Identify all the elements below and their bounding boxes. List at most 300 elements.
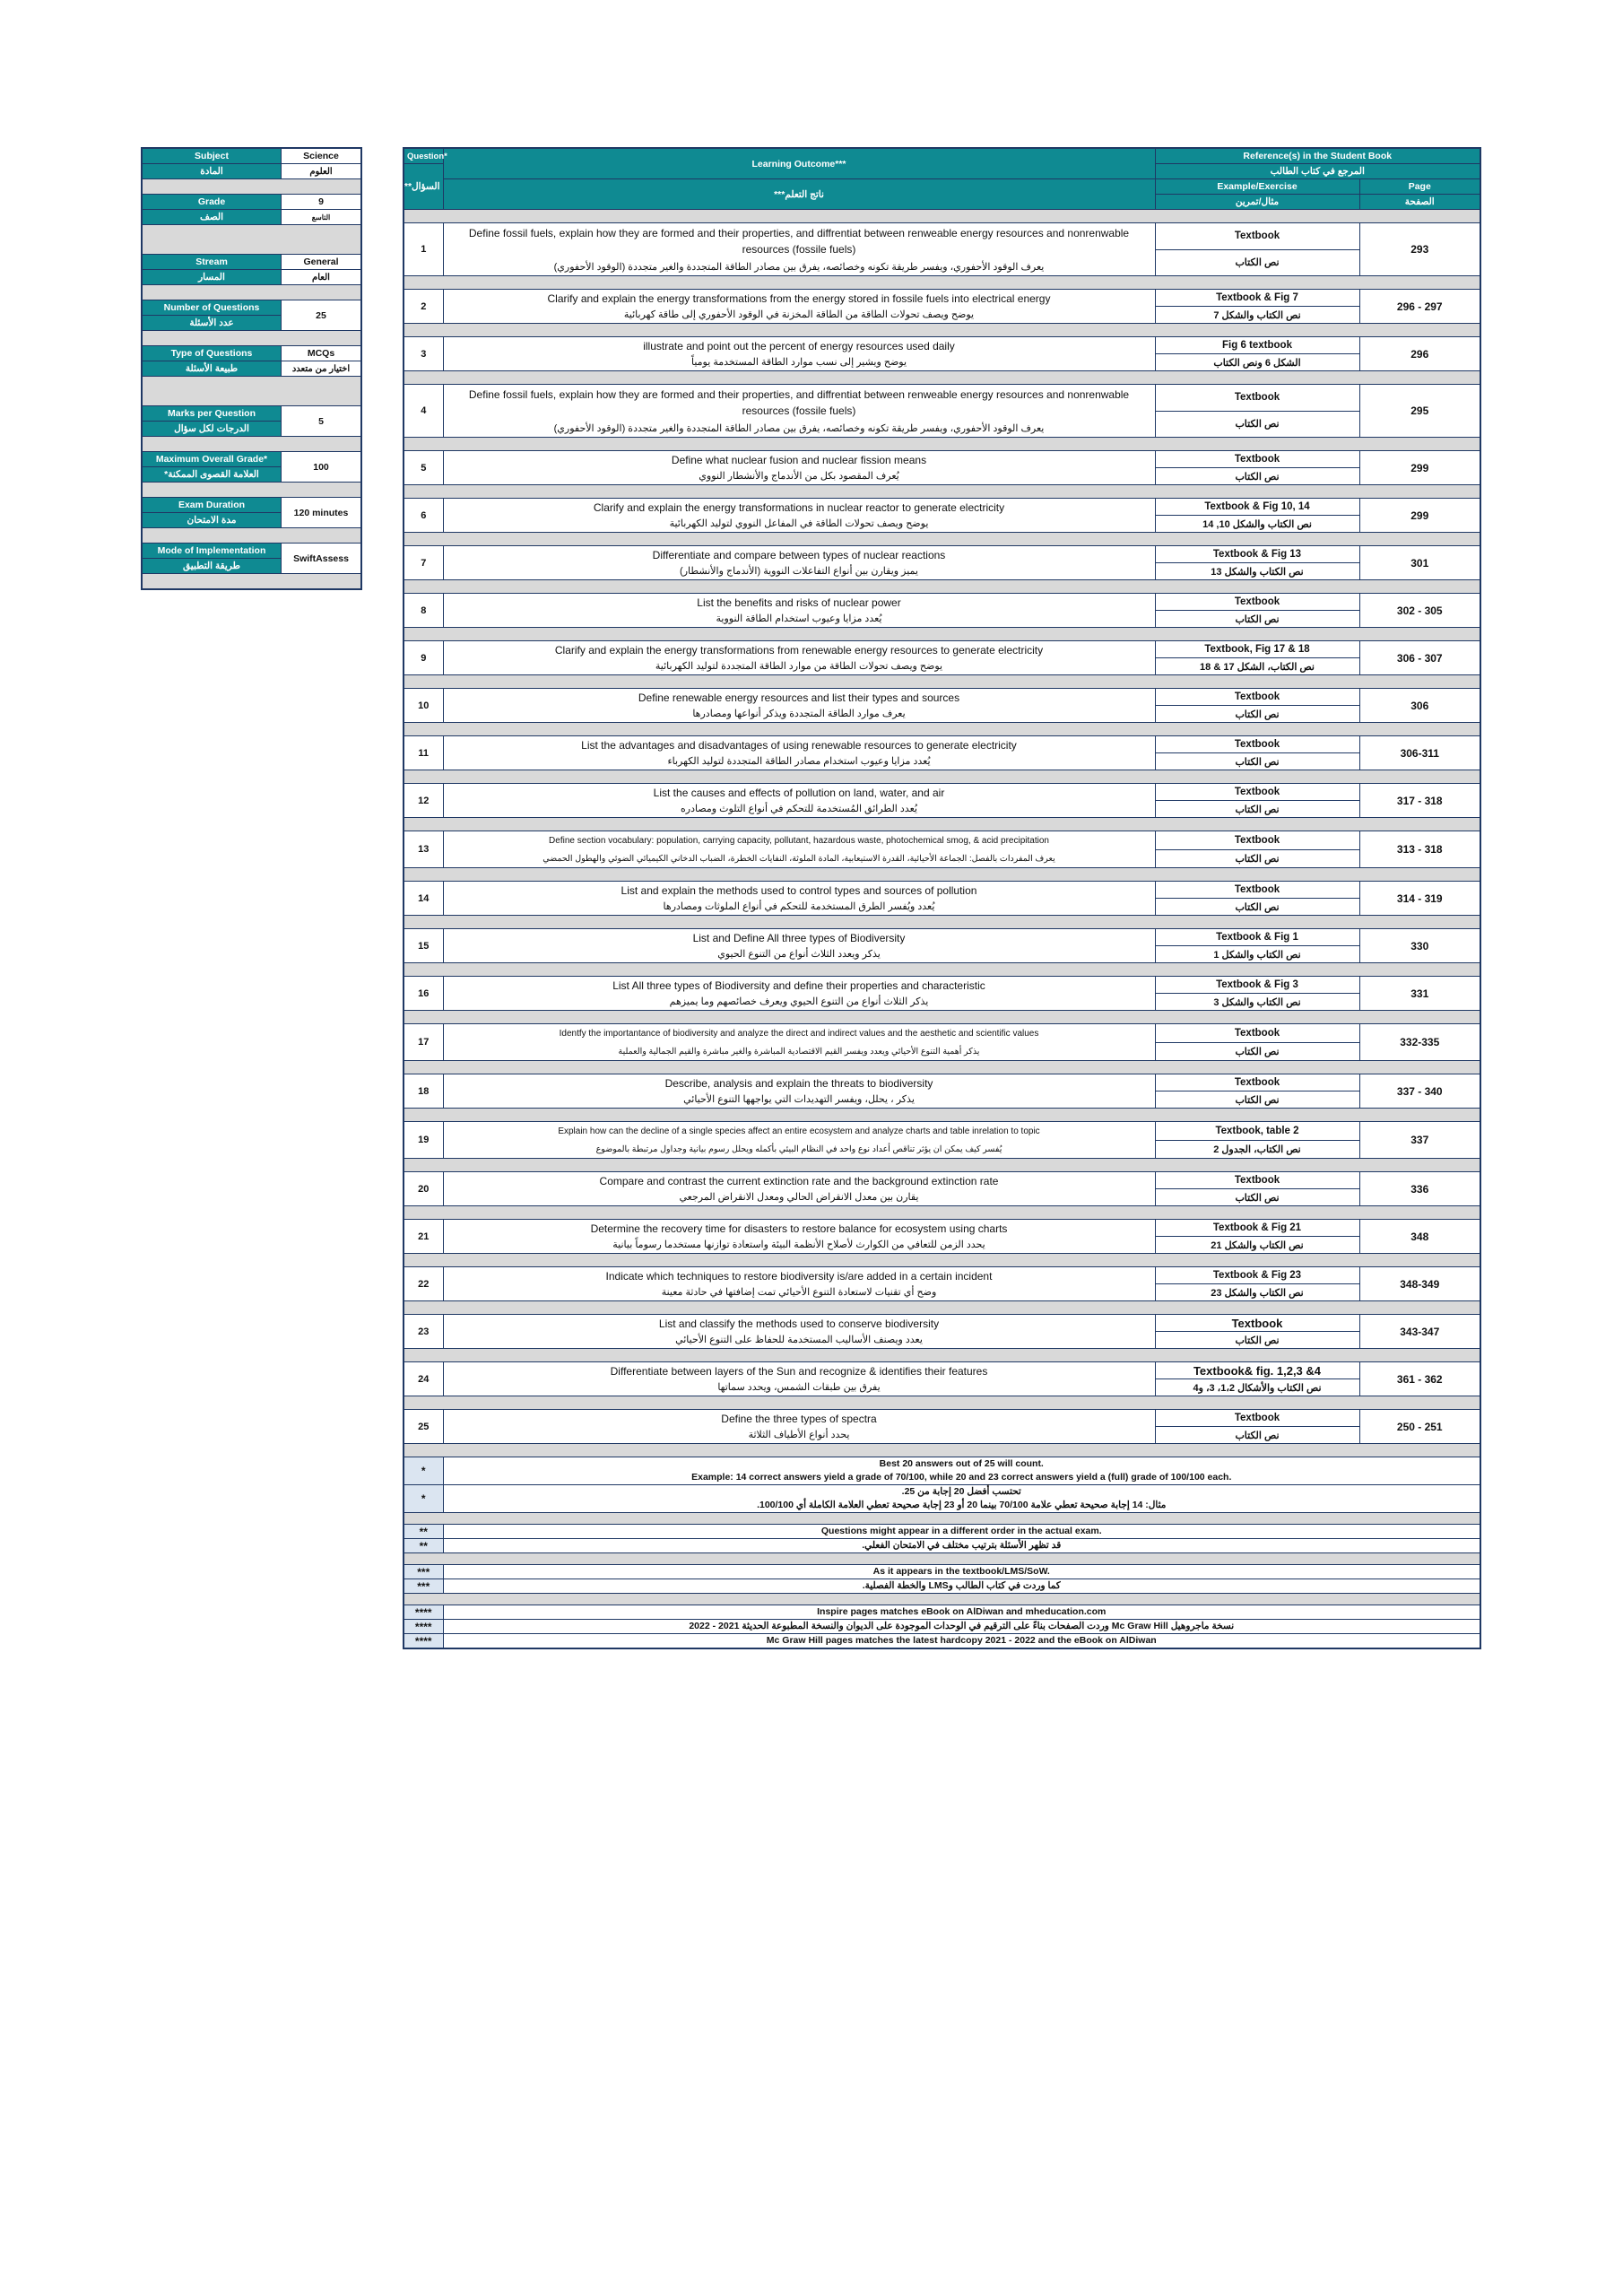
info-spacer xyxy=(142,331,361,346)
reference-example-ar: نص الكتاب، الشكل 17 & 18 xyxy=(1155,658,1359,675)
info-spacer xyxy=(142,437,361,452)
info-value-ar: التاسع xyxy=(282,210,362,225)
reference-page: 299 xyxy=(1359,499,1480,533)
learning-outcome xyxy=(443,385,1155,438)
reference-example-ar: نص الكتاب xyxy=(1155,611,1359,628)
row-spacer-cell xyxy=(404,1301,1480,1315)
row-spacer xyxy=(404,438,1480,451)
learning-outcome xyxy=(443,882,1155,916)
reference-page: 299 xyxy=(1359,451,1480,485)
info-label-ar: المسار xyxy=(142,270,282,285)
learning-outcome-ar: يذكر الثلاث أنواع من التنوع الحيوي ويعرف خصائصهم وما يميزهم xyxy=(669,996,929,1007)
question-number: 1 xyxy=(404,223,443,276)
reference-page: 317 - 318 xyxy=(1359,784,1480,818)
question-number: 25 xyxy=(404,1410,443,1444)
reference-example: Textbook xyxy=(1155,1410,1359,1427)
reference-example: Textbook & Fig 21 xyxy=(1155,1220,1359,1237)
info-label: Grade xyxy=(142,195,282,210)
row-spacer xyxy=(404,675,1480,689)
learning-outcome-en: List the benefits and risks of nuclear power xyxy=(697,596,901,609)
row-spacer-cell xyxy=(404,916,1480,929)
reference-page: 331 xyxy=(1359,977,1480,1011)
question-number: 13 xyxy=(404,831,443,868)
question-number: 9 xyxy=(404,641,443,675)
learning-outcome-ar: يُعدد ويُفسر الطرق المستخدمة للتحكم في أنواع الملوثات ومصادرها xyxy=(663,900,935,912)
learning-outcome-en: Indicate which techniques to restore biodiversity is/are added in a certain incident xyxy=(605,1269,993,1283)
question-number: 21 xyxy=(404,1220,443,1254)
header-learning-outcome: Learning Outcome*** xyxy=(443,148,1155,179)
question-number: 5 xyxy=(404,451,443,485)
outcome-row xyxy=(404,977,1480,994)
header-row-3 xyxy=(404,179,1480,195)
learning-outcome-en: Explain how can the decline of a single species affect an entire ecosystem and analyze charts and table inrelation to topic xyxy=(558,1126,1040,1136)
note-row xyxy=(404,1620,1480,1634)
outcome-row xyxy=(404,594,1480,611)
outcome-row xyxy=(404,451,1480,468)
reference-example-ar: نص الكتاب والشكل 13 xyxy=(1155,563,1359,580)
reference-example: Textbook& fig. 1,2,3 &4 xyxy=(1155,1362,1359,1379)
outcome-row xyxy=(404,1074,1480,1091)
info-row-mode xyxy=(142,544,361,559)
info-label-ar: المادة xyxy=(142,164,282,179)
info-spacer xyxy=(142,179,361,195)
row-spacer-cell xyxy=(404,371,1480,385)
learning-outcome xyxy=(443,736,1155,770)
learning-outcome-en: Define fossil fuels, explain how they are formed and their properties, and diffrentiat between renweable energy resources and nonrenwable resources (fossile fuels) xyxy=(468,227,1130,256)
learning-outcome xyxy=(443,689,1155,723)
outcome-row xyxy=(404,1410,1480,1427)
row-spacer-cell xyxy=(404,963,1480,977)
learning-outcome xyxy=(443,223,1155,276)
reference-example-ar: نص الكتاب xyxy=(1155,1042,1359,1061)
row-spacer-cell xyxy=(404,818,1480,831)
reference-page: 306 xyxy=(1359,689,1480,723)
reference-example: Textbook xyxy=(1155,736,1359,753)
info-spacer-cell xyxy=(142,574,361,590)
learning-outcome-ar: يحدد أنواع الأطياف الثلاثة xyxy=(748,1429,850,1440)
learning-outcome xyxy=(443,1122,1155,1159)
learning-outcome-en: List and explain the methods used to control types and sources of pollution xyxy=(621,883,977,897)
question-number: 17 xyxy=(404,1024,443,1061)
learning-outcome xyxy=(443,641,1155,675)
row-spacer xyxy=(404,580,1480,594)
outcome-row xyxy=(404,689,1480,706)
learning-outcome-en: List and Define All three types of Biodiversity xyxy=(692,931,906,944)
note-line: Example: 14 correct answers yield a grade of 70/100, while 20 and 23 correct answers yield a (full) grade of 100/100 each. xyxy=(691,1472,1232,1483)
note-marker: **** xyxy=(404,1605,443,1620)
reference-example-ar: نص الكتاب xyxy=(1155,1332,1359,1349)
learning-outcome-ar: يعدد ويصنف الأساليب المستخدمة للحفاظ على التنوع الأحيائي xyxy=(675,1334,923,1345)
question-number: 19 xyxy=(404,1122,443,1159)
outcome-row xyxy=(404,290,1480,307)
learning-outcome-ar: يُعدد مزايا وعيوب استخدام مصادر الطاقة المتجددة لتوليد الكهرباء xyxy=(667,755,931,767)
info-label-ar: الصف xyxy=(142,210,282,225)
row-spacer xyxy=(404,371,1480,385)
learning-outcome-ar: يذكر أهمية التنوع الأحيائي ويعدد ويفسر القيم الاقتصادية المباشرة والغير مباشرة والقيم الجمالية والعملية xyxy=(618,1047,980,1057)
question-number: 24 xyxy=(404,1362,443,1396)
question-number: 20 xyxy=(404,1172,443,1206)
reference-example-ar: نص الكتاب xyxy=(1155,801,1359,818)
info-spacer-cell xyxy=(142,483,361,498)
reference-example-ar: نص الكتاب والشكل 23 xyxy=(1155,1284,1359,1301)
learning-outcome xyxy=(443,1220,1155,1254)
note-spacer xyxy=(404,1594,1480,1605)
note-row xyxy=(404,1539,1480,1553)
question-number: 15 xyxy=(404,929,443,963)
note-row xyxy=(404,1634,1480,1649)
learning-outcome xyxy=(443,1267,1155,1301)
reference-example: Textbook, Fig 17 & 18 xyxy=(1155,641,1359,658)
reference-page: 296 xyxy=(1359,337,1480,371)
info-value: 120 minutes xyxy=(282,498,362,528)
row-spacer xyxy=(404,628,1480,641)
learning-outcome-ar: يذكر ويعدد الثلاث أنواع من التنوع الحيوي xyxy=(717,948,881,960)
info-label: Maximum Overall Grade* xyxy=(142,452,282,467)
reference-example-ar: نص الكتاب، الجدول 2 xyxy=(1155,1140,1359,1159)
learning-outcome-en: Define the three types of spectra xyxy=(721,1412,877,1425)
note-line: Best 20 answers out of 25 will count. xyxy=(879,1458,1044,1469)
row-spacer xyxy=(404,324,1480,337)
question-number: 23 xyxy=(404,1315,443,1349)
learning-outcome-ar: وضح أي تقنيات لاستعادة التنوع الأحيائي تمت إضافتها في حادثة معينة xyxy=(661,1286,937,1298)
note-text xyxy=(443,1525,1480,1539)
note-spacer xyxy=(404,1513,1480,1525)
info-row-grade xyxy=(142,195,361,210)
learning-outcome-ar: يوضح ويصف تحولات الطاقة من موارد الطاقة المتجددة لتوليد الكهربائية xyxy=(655,660,943,672)
note-row xyxy=(404,1605,1480,1620)
row-spacer xyxy=(404,1011,1480,1024)
reference-example: Textbook xyxy=(1155,451,1359,468)
row-spacer xyxy=(404,1396,1480,1410)
reference-example: Fig 6 textbook xyxy=(1155,337,1359,354)
row-spacer-cell xyxy=(404,1061,1480,1074)
info-value-ar: اختيار من متعدد xyxy=(282,361,362,377)
learning-outcome-ar: يذكر ، يحلل، ويفسر التهديدات التي يواجهها التنوع الأحيائي xyxy=(683,1093,915,1105)
info-spacer xyxy=(142,377,361,406)
learning-outcome-en: List All three types of Biodiversity and define their properties and characteristic xyxy=(612,978,985,992)
outcome-row xyxy=(404,784,1480,801)
outcome-row xyxy=(404,1315,1480,1332)
reference-page: 313 - 318 xyxy=(1359,831,1480,868)
reference-example-ar: نص الكتاب والشكل 1 xyxy=(1155,946,1359,963)
info-value: 25 xyxy=(282,300,362,331)
row-spacer xyxy=(404,723,1480,736)
info-value: 9 xyxy=(282,195,362,210)
info-row-subject xyxy=(142,148,361,164)
reference-page: 336 xyxy=(1359,1172,1480,1206)
learning-outcome-en: Define fossil fuels, explain how they are formed and their properties, and diffrentiat between renweable energy resources and nonrenwable resources (fossile fuels) xyxy=(468,388,1130,417)
info-spacer-cell xyxy=(142,437,361,452)
info-label: Mode of Implementation xyxy=(142,544,282,559)
reference-example: Textbook, table 2 xyxy=(1155,1122,1359,1141)
reference-example: Textbook xyxy=(1155,689,1359,706)
row-spacer-cell xyxy=(404,1206,1480,1220)
info-spacer-cell xyxy=(142,179,361,195)
learning-outcome-ar: يعرف الوقود الأحفوري، ويفسر طريقة تكونه وخصائصه، يفرق بين مصادر الطاقة المتجددة والغير متجددة (الوقود الأحفوري) xyxy=(553,423,1045,434)
reference-example-ar: نص الكتاب xyxy=(1155,753,1359,770)
outcome-row xyxy=(404,736,1480,753)
row-spacer xyxy=(404,916,1480,929)
info-spacer xyxy=(142,483,361,498)
reference-page: 296 - 297 xyxy=(1359,290,1480,324)
note-marker: *** xyxy=(404,1565,443,1579)
reference-page: 314 - 319 xyxy=(1359,882,1480,916)
info-label-ar: طريقة التطبيق xyxy=(142,559,282,574)
row-spacer xyxy=(404,1061,1480,1074)
reference-example-ar: نص الكتاب والشكل 3 xyxy=(1155,994,1359,1011)
info-row-marks-per-question xyxy=(142,406,361,422)
reference-page: 343-347 xyxy=(1359,1315,1480,1349)
question-number: 3 xyxy=(404,337,443,371)
info-spacer xyxy=(142,528,361,544)
learning-outcome-ar: يُفسر كيف يمكن ان يؤثر تناقص أعداد نوع واحد في النظام البيئي بأكمله ويحلل رسوم بيانية وجداول مرتبطة بالموضوع xyxy=(595,1144,1002,1154)
reference-example: Textbook xyxy=(1155,831,1359,850)
learning-outcome xyxy=(443,784,1155,818)
info-value: MCQs xyxy=(282,346,362,361)
info-label-ar: مدة الامتحان xyxy=(142,513,282,528)
learning-outcome-ar: يعرف موارد الطاقة المتجددة ويذكر أنواعها ومصادرها xyxy=(692,708,906,719)
outcome-row xyxy=(404,1122,1480,1141)
info-row-subject-ar xyxy=(142,164,361,179)
info-value: General xyxy=(282,255,362,270)
row-spacer-cell xyxy=(404,580,1480,594)
outcome-row xyxy=(404,929,1480,946)
learning-outcome-en: Define section vocabulary: population, carrying capacity, pollutant, hazardous waste, photochemical smog, & acid precipitation xyxy=(549,836,1049,846)
info-value-ar: العلوم xyxy=(282,164,362,179)
reference-page: 306 - 307 xyxy=(1359,641,1480,675)
row-spacer-cell xyxy=(404,1159,1480,1172)
learning-outcome xyxy=(443,451,1155,485)
row-spacer xyxy=(404,485,1480,499)
row-spacer-cell xyxy=(404,628,1480,641)
reference-example: Textbook & Fig 1 xyxy=(1155,929,1359,946)
info-row-exam-duration xyxy=(142,498,361,513)
row-spacer-cell xyxy=(404,324,1480,337)
info-row-type-of-questions xyxy=(142,346,361,361)
note-row xyxy=(404,1457,1480,1485)
header-question: Question* xyxy=(404,148,443,164)
header-example: Example/Exercise xyxy=(1155,179,1359,195)
note-marker: ** xyxy=(404,1539,443,1553)
exam-info-panel xyxy=(141,147,362,590)
learning-outcome-en: List and classify the methods used to conserve biodiversity xyxy=(658,1317,940,1330)
note-row xyxy=(404,1485,1480,1513)
info-label-ar: العلامة القصوى الممكنة* xyxy=(142,467,282,483)
learning-outcome-ar: يفرق بين طبقات الشمس، ويحدد سماتها xyxy=(717,1381,881,1393)
row-spacer-cell xyxy=(404,1444,1480,1457)
reference-example-ar: نص الكتاب xyxy=(1155,411,1359,438)
reference-example: Textbook & Fig 7 xyxy=(1155,290,1359,307)
note-line: Questions might appear in a different order in the actual exam. xyxy=(820,1526,1102,1536)
reference-page: 337 - 340 xyxy=(1359,1074,1480,1109)
learning-outcome-en: Identfy the importantance of biodiversity and analyze the direct and indirect values and the aesthetic and scientific values xyxy=(559,1029,1039,1039)
row-spacer-cell xyxy=(404,1349,1480,1362)
learning-outcome-ar: يحدد الزمن للتعافي من الكوارث لأصلاح الأنظمة البيئة واستعادة توازنها مستخدما رسوماً بيانية xyxy=(612,1239,985,1250)
reference-example: Textbook xyxy=(1155,385,1359,412)
question-number: 18 xyxy=(404,1074,443,1109)
outcome-row xyxy=(404,1220,1480,1237)
row-spacer-cell xyxy=(404,210,1480,223)
learning-outcome xyxy=(443,594,1155,628)
row-spacer xyxy=(404,818,1480,831)
reference-page: 361 - 362 xyxy=(1359,1362,1480,1396)
outcome-row xyxy=(404,831,1480,850)
learning-outcome-en: List the advantages and disadvantages of using renewable resources to generate electricity xyxy=(581,738,1017,752)
outcome-row xyxy=(404,1267,1480,1284)
info-label-ar: عدد الأسئلة xyxy=(142,316,282,331)
row-spacer-cell xyxy=(404,1254,1480,1267)
learning-outcome xyxy=(443,337,1155,371)
learning-outcome xyxy=(443,831,1155,868)
info-spacer-cell xyxy=(142,377,361,406)
learning-outcome xyxy=(443,1315,1155,1349)
note-text xyxy=(443,1565,1480,1579)
info-spacer-cell xyxy=(142,285,361,300)
row-spacer-cell xyxy=(404,1109,1480,1122)
learning-outcome-en: Clarify and explain the energy transformations from renewable energy resources to generate electricity xyxy=(554,643,1044,657)
header-reference-ar: المرجع في كتاب الطالب xyxy=(1155,164,1480,179)
header-row-1 xyxy=(404,148,1480,164)
reference-page: 302 - 305 xyxy=(1359,594,1480,628)
outcome-row xyxy=(404,1172,1480,1189)
reference-page: 250 - 251 xyxy=(1359,1410,1480,1444)
reference-page: 330 xyxy=(1359,929,1480,963)
reference-example: Textbook xyxy=(1155,1315,1359,1332)
reference-example: Textbook xyxy=(1155,882,1359,899)
question-number: 10 xyxy=(404,689,443,723)
learning-outcome-en: Define what nuclear fusion and nuclear fission means xyxy=(671,453,927,466)
reference-example-ar: نص الكتاب xyxy=(1155,706,1359,723)
info-label-ar: الدرجات لكل سؤال xyxy=(142,422,282,437)
note-line: قد تظهر الأسئلة بترتيب مختلف في الامتحان الفعلي. xyxy=(862,1540,1062,1551)
info-spacer-cell xyxy=(142,331,361,346)
question-number: 4 xyxy=(404,385,443,438)
outcome-row xyxy=(404,385,1480,412)
info-value-ar: العام xyxy=(282,270,362,285)
learning-outcome-en: List the causes and effects of pollution on land, water, and air xyxy=(653,786,945,799)
learning-outcome xyxy=(443,929,1155,963)
row-spacer-cell xyxy=(404,533,1480,546)
note-line: تحتسب أفضل 20 إجابة من 25. xyxy=(901,1486,1021,1497)
note-text xyxy=(443,1539,1480,1553)
row-spacer xyxy=(404,1206,1480,1220)
reference-example: Textbook & Fig 10, 14 xyxy=(1155,499,1359,516)
learning-outcome-ar: يُعدد الطرائق المُستخدمة للتحكم في أنواع التلوث ومصادره xyxy=(681,803,917,814)
row-spacer-cell xyxy=(404,485,1480,499)
reference-page: 337 xyxy=(1359,1122,1480,1159)
info-label: Type of Questions xyxy=(142,346,282,361)
info-value: 5 xyxy=(282,406,362,437)
reference-example: Textbook xyxy=(1155,1074,1359,1091)
reference-example-ar: نص الكتاب xyxy=(1155,849,1359,868)
info-row-type-of-questions-ar xyxy=(142,361,361,377)
reference-example: Textbook xyxy=(1155,1172,1359,1189)
note-marker: * xyxy=(404,1485,443,1513)
learning-outcome xyxy=(443,1024,1155,1061)
info-row-stream xyxy=(142,255,361,270)
reference-example-ar: نص الكتاب والشكل 21 xyxy=(1155,1237,1359,1254)
info-spacer-cell xyxy=(142,528,361,544)
outcome-row xyxy=(404,499,1480,516)
note-spacer xyxy=(404,1553,1480,1565)
info-row-stream-ar xyxy=(142,270,361,285)
question-number: 14 xyxy=(404,882,443,916)
outcome-row xyxy=(404,546,1480,563)
header-question-ar: السؤال** xyxy=(404,164,443,210)
question-number: 16 xyxy=(404,977,443,1011)
learning-outcome xyxy=(443,290,1155,324)
question-number: 22 xyxy=(404,1267,443,1301)
note-line: Inspire pages matches eBook on AlDiwan and mheducation.com xyxy=(817,1606,1107,1617)
note-marker: **** xyxy=(404,1620,443,1634)
info-row-number-of-questions xyxy=(142,300,361,316)
question-number: 2 xyxy=(404,290,443,324)
note-row xyxy=(404,1579,1480,1594)
learning-outcome-en: Differentiate and compare between types of nuclear reactions xyxy=(652,548,946,561)
info-label: Exam Duration xyxy=(142,498,282,513)
note-line: نسخة ماجروهيل Mc Graw Hill وردت الصفحات بناءً على الترقيم في الوحدات الموجودة على الديوان والنسخة المطبوعة الحديثة 2021 - 2022 xyxy=(689,1621,1235,1631)
info-row-grade-ar xyxy=(142,210,361,225)
info-label: Number of Questions xyxy=(142,300,282,316)
reference-example-ar: نص الكتاب xyxy=(1155,899,1359,916)
reference-example: Textbook xyxy=(1155,1024,1359,1043)
outcome-row xyxy=(404,1362,1480,1379)
info-value: Science xyxy=(282,148,362,164)
info-spacer xyxy=(142,225,361,255)
row-spacer xyxy=(404,770,1480,784)
note-text xyxy=(443,1605,1480,1620)
row-spacer-cell xyxy=(404,438,1480,451)
info-spacer xyxy=(142,285,361,300)
row-spacer-cell xyxy=(404,276,1480,290)
row-spacer xyxy=(404,1254,1480,1267)
learning-outcomes-table xyxy=(403,147,1481,1649)
info-label: Stream xyxy=(142,255,282,270)
info-label: Subject xyxy=(142,148,282,164)
learning-outcome-en: Define renewable energy resources and list their types and sources xyxy=(638,691,960,704)
learning-outcome-ar: يوضح ويصف تحولات الطاقة في المفاعل النووي لتوليد الكهربائية xyxy=(669,517,929,529)
reference-page: 348 xyxy=(1359,1220,1480,1254)
note-marker: *** xyxy=(404,1579,443,1594)
note-text xyxy=(443,1620,1480,1634)
info-value: SwiftAssess xyxy=(282,544,362,574)
note-text xyxy=(443,1457,1480,1485)
row-spacer xyxy=(404,210,1480,223)
row-spacer-cell xyxy=(404,868,1480,882)
header-example-ar: مثال/تمرين xyxy=(1155,195,1359,210)
row-spacer-cell xyxy=(404,1011,1480,1024)
note-row xyxy=(404,1525,1480,1539)
header-learning-outcome-ar: ناتج التعلم*** xyxy=(443,179,1155,210)
learning-outcome-ar: يعرف المفردات بالفصل: الجماعة الأحيائية، القدرة الاستيعابية، المادة الملوثة، النفايات الخطرة، الضباب الدخاني الكيميائي الضوئي والهطول الحمضي xyxy=(542,854,1055,864)
learning-outcome-en: Describe, analysis and explain the threats to biodiversity xyxy=(664,1076,933,1090)
reference-example-ar: الشكل 6 ونص الكتاب xyxy=(1155,354,1359,371)
learning-outcome-en: Differentiate between layers of the Sun and recognize & identifies their features xyxy=(610,1364,988,1378)
note-row xyxy=(404,1565,1480,1579)
reference-example-ar: نص الكتاب والشكل 10, 14 xyxy=(1155,516,1359,533)
info-row-max-grade xyxy=(142,452,361,467)
row-spacer-cell xyxy=(404,1396,1480,1410)
header-page-ar: الصفحة xyxy=(1359,195,1480,210)
note-line: Mc Graw Hill pages matches the latest hardcopy 2021 - 2022 and the eBook on AlDiwan xyxy=(766,1635,1157,1646)
row-spacer xyxy=(404,1301,1480,1315)
learning-outcome xyxy=(443,1362,1155,1396)
learning-outcome xyxy=(443,499,1155,533)
question-number: 6 xyxy=(404,499,443,533)
reference-example: Textbook xyxy=(1155,784,1359,801)
row-spacer xyxy=(404,963,1480,977)
learning-outcome xyxy=(443,546,1155,580)
